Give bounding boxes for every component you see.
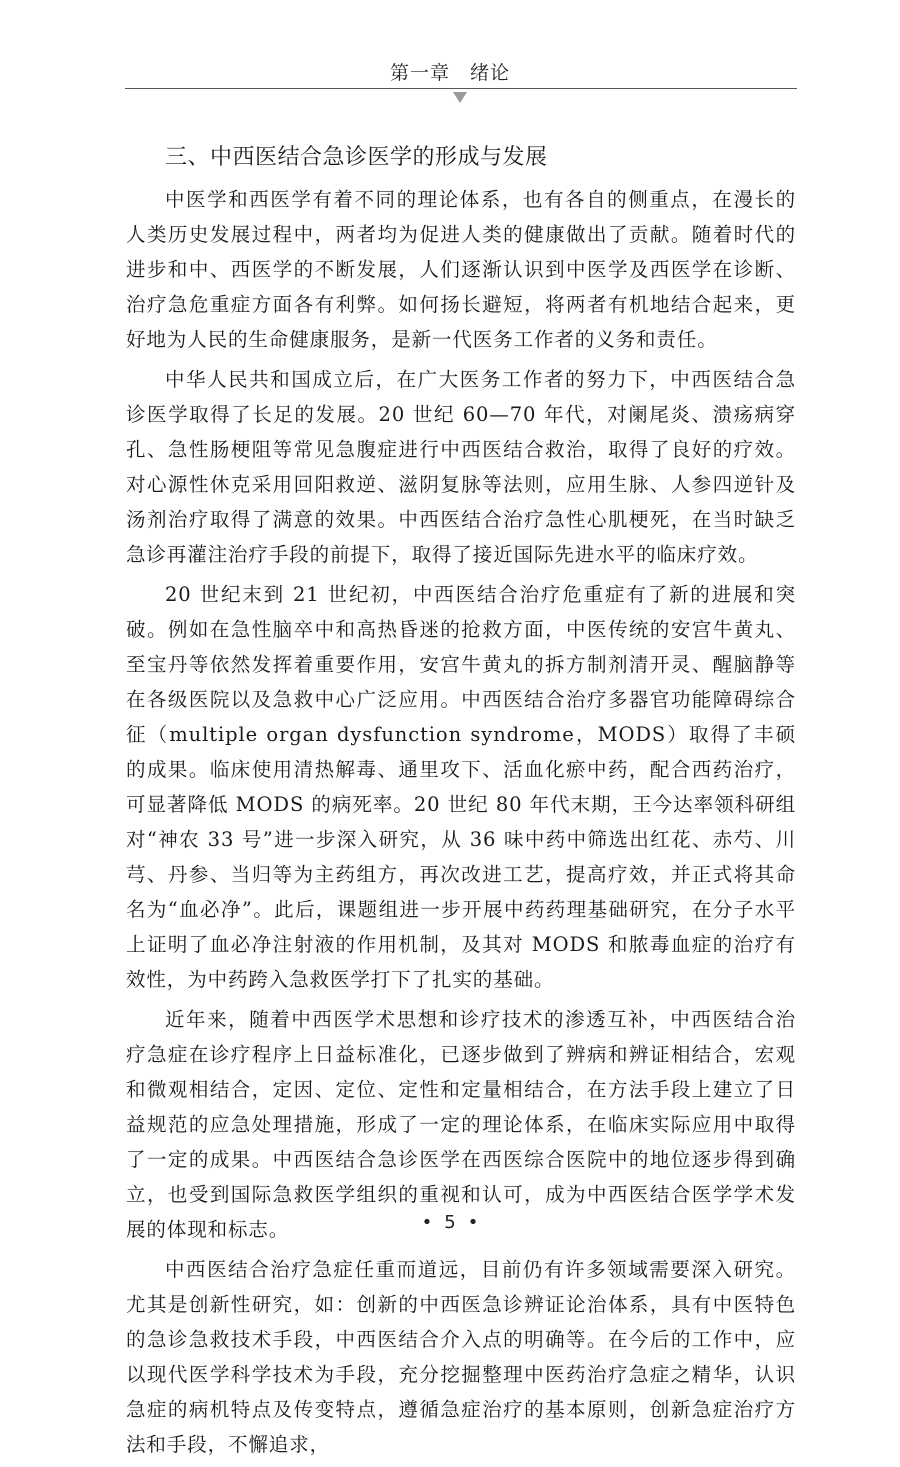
paragraph-3: 20 世纪末到 21 世纪初，中西医结合治疗危重症有了新的进展和突破。例如在急性脑卒中和高热昏迷的抢救方面，中医传统的安宫牛黄丸、至宝丹等依然发挥着重要作用，安宫牛黄丸的拆方制剂清开灵、醒脑静等在各级医院以及急救中心广泛应用。中西医结合治疗多器官功能障碍综合征（multiple organ dysfunction syndrome，MODS）取得了丰硕的成果。临床使用清热解毒、通里攻下、活血化瘀中药，配合西药治疗，可显著降低 MODS 的病死率。20 世纪 80 年代末期，王今达率领科研组对“神农 33 号”进一步深入研究，从 36 味中药中筛选出红花、赤芍、川芎、丹参、当归等为主药组方，再次改进工艺，提高疗效，并正式将其命名为“血必净”。此后，课题组进一步开展中药药理基础研究，在分子水平上证明了血必净注射液的作用机制，及其对 MODS 和脓毒血症的治疗有效性，为中药跨入急救医学打下了扎实的基础。 xyxy=(126,583,796,991)
running-head-chapter: 第一章 绪论 xyxy=(389,62,510,84)
footer-dot-left: • xyxy=(421,1212,433,1233)
paragraph-4: 近年来，随着中西医学术思想和诊疗技术的渗透互补，中西医结合治疗急症在诊疗程序上日益标准化，已逐步做到了辨病和辨证相结合，宏观和微观相结合，定因、定位、定性和定量相结合，在方法手段上建立了日益规范的应急处理措施，形成了一定的理论体系，在临床实际应用中取得了一定的成果。中西医结合急诊医学在西医综合医院中的地位逐步得到确立，也受到国际急救医学组织的重视和认可，成为中西医结合医学学术发展的体现和标志。 xyxy=(126,1008,796,1241)
page-footer xyxy=(0,1212,900,1233)
footer-dot-right: • xyxy=(467,1212,479,1233)
body-text xyxy=(126,182,796,1467)
paragraph-2: 中华人民共和国成立后，在广大医务工作者的努力下，中西医结合急诊医学取得了长足的发展。20 世纪 60—70 年代，对阑尾炎、溃疡病穿孔、急性肠梗阻等常见急腹症进行中西医结合救治，取得了良好的疗效。对心源性休克采用回阳救逆、滋阴复脉等法则，应用生脉、人参四逆针及汤剂治疗取得了满意的效果。中西医结合治疗急性心肌梗死，在当时缺乏急诊再灌注治疗手段的前提下，取得了接近国际先进水平的临床疗效。 xyxy=(126,368,796,566)
paragraph-1: 中医学和西医学有着不同的理论体系，也有各自的侧重点，在漫长的人类历史发展过程中，两者均为促进人类的健康做出了贡献。随着时代的进步和中、西医学的不断发展，人们逐渐认识到中医学及西医学在诊断、治疗急危重症方面各有利弊。如何扬长避短，将两者有机地结合起来，更好地为人民的生命健康服务，是新一代医务工作者的义务和责任。 xyxy=(126,188,796,351)
page-number: 5 xyxy=(444,1212,456,1233)
header-triangle-marker xyxy=(453,92,467,103)
paragraph-5: 中西医结合治疗急症任重而道远，目前仍有许多领域需要深入研究。尤其是创新性研究，如：创新的中西医急诊辨证论治体系，具有中医特色的急诊急救技术手段，中西医结合介入点的明确等。在今后的工作中，应以现代医学科学技术为手段，充分挖掘整理中医药治疗急症之精华，认识急症的病机特点及传变特点，遵循急症治疗的基本原则，创新急症治疗方法和手段，不懈追求， xyxy=(126,1258,796,1456)
section-title: 三、中西医结合急诊医学的形成与发展 xyxy=(165,145,548,170)
header-rule xyxy=(125,88,797,89)
